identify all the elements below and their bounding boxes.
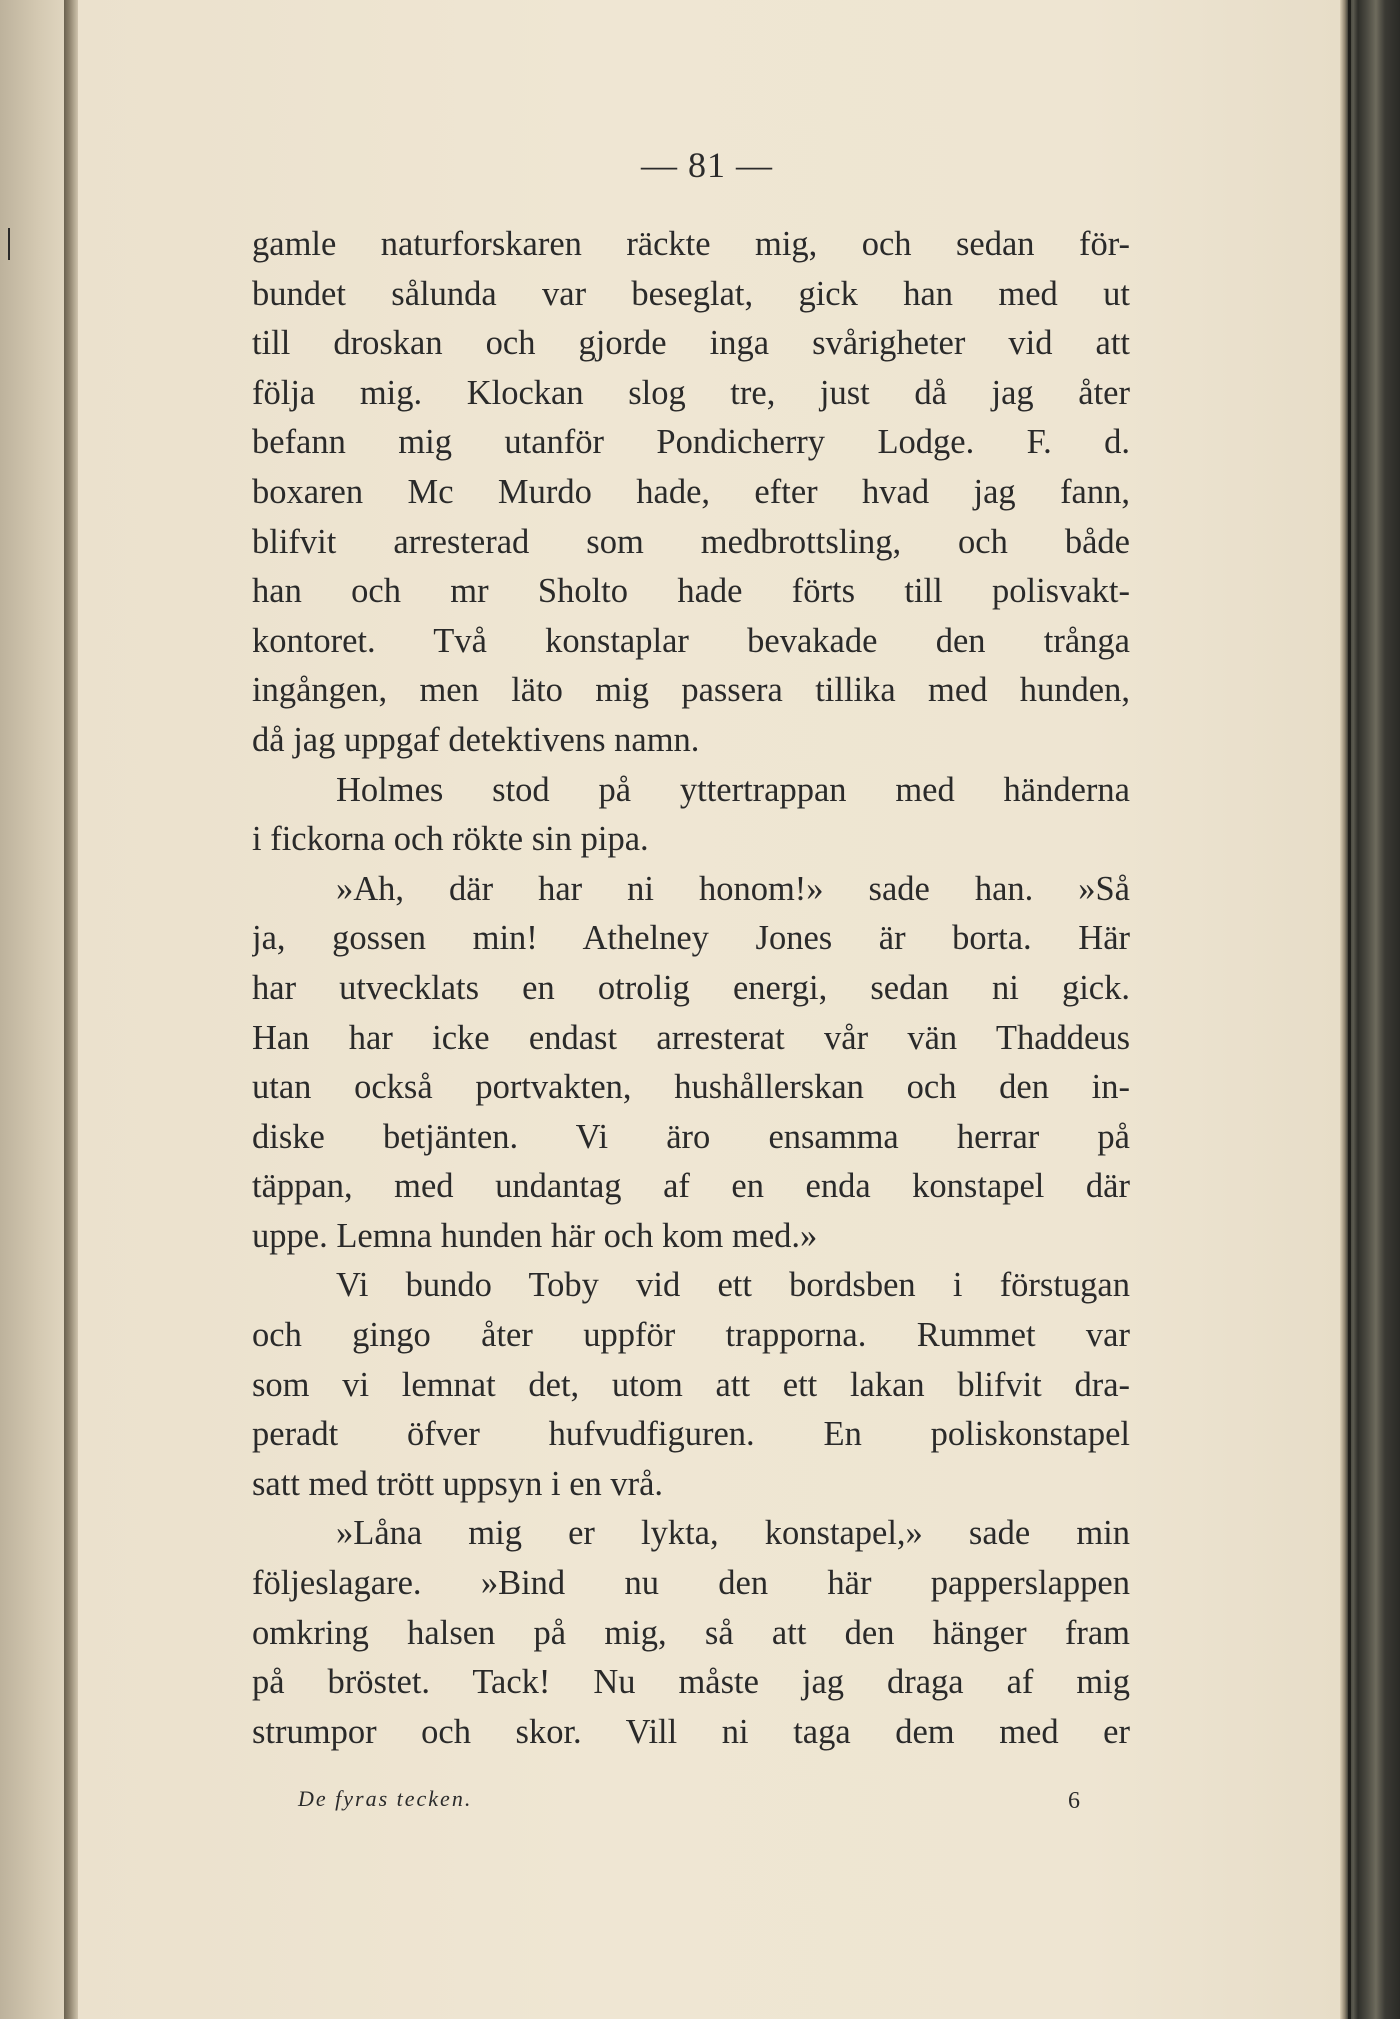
binding-shadow	[64, 0, 78, 2019]
text-line: ingången, men läto mig passera tillika med hunden,	[252, 671, 1130, 710]
text-line: kontoret. Två konstaplar bevakade den trånga	[252, 621, 1130, 660]
footer-book-title: De fyras tecken.	[298, 1786, 473, 1811]
text-line: på bröstet. Tack! Nu måste jag draga af mig	[252, 1663, 1130, 1702]
text-line: följeslagare. »Bind nu den här papperslappen	[252, 1564, 1130, 1603]
text-line: till droskan och gjorde inga svårigheter vid att	[252, 324, 1130, 363]
text-line: som vi lemnat det, utom att ett lakan blifvit dra-	[252, 1365, 1130, 1404]
text-line: bundet sålunda var beseglat, gick han med ut	[252, 274, 1130, 313]
text-line: Han har icke endast arresterat vår vän Thaddeus	[252, 1018, 1130, 1057]
text-line: Holmes stod på yttertrappan med händerna	[336, 770, 1130, 809]
text-line: befann mig utanför Pondicherry Lodge. F. d.	[252, 423, 1130, 462]
text-line: och gingo åter uppför trapporna. Rummet var	[252, 1316, 1130, 1355]
text-line: »Låna mig er lykta, konstapel,» sade min	[336, 1514, 1130, 1553]
text-line: har utvecklats en otrolig energi, sedan ni gick.	[252, 968, 1130, 1007]
footer-signature-mark: 6	[1068, 1788, 1080, 1814]
text-line: »Ah, där har ni honom!» sade han. »Så	[336, 869, 1130, 908]
text-line: utan också portvakten, hushållerskan och den in-	[252, 1068, 1130, 1107]
page-number-header: — 81 —	[641, 145, 773, 185]
text-line: följa mig. Klockan slog tre, just då jag åter	[252, 373, 1130, 412]
text-line: gamle naturforskaren räckte mig, och sedan för-	[252, 225, 1130, 263]
left-gutter	[0, 0, 70, 2019]
text-line: diske betjänten. Vi äro ensamma herrar på	[252, 1117, 1130, 1156]
text-line: satt med trött uppsyn i en vrå.	[252, 1464, 664, 1503]
text-line: ja, gossen min! Athelney Jones är borta. Här	[252, 919, 1130, 958]
right-edge-line	[1348, 0, 1351, 2019]
text-line: uppe. Lemna hunden här och kom med.»	[252, 1216, 818, 1255]
text-line: boxaren Mc Murdo hade, efter hvad jag fann,	[252, 472, 1130, 511]
text-line: han och mr Sholto hade förts till polisvakt-	[252, 572, 1130, 611]
text-line: blifvit arresterad som medbrottsling, och både	[252, 522, 1130, 561]
text-line: täppan, med undantag af en enda konstapel där	[252, 1167, 1130, 1206]
text-line: Vi bundo Toby vid ett bordsben i förstugan	[336, 1266, 1130, 1305]
text-line: omkring halsen på mig, så att den hänger fram	[252, 1613, 1130, 1652]
text-line: då jag uppgaf detektivens namn.	[252, 720, 700, 759]
text-line: strumpor och skor. Vill ni taga dem med er	[252, 1712, 1130, 1751]
book-page	[78, 0, 1340, 2019]
text-line: peradt öfver hufvudfiguren. En poliskonstapel	[252, 1415, 1130, 1454]
text-line: i fickorna och rökte sin pipa.	[252, 820, 649, 859]
margin-mark	[8, 228, 10, 260]
body-text	[252, 220, 1130, 1757]
